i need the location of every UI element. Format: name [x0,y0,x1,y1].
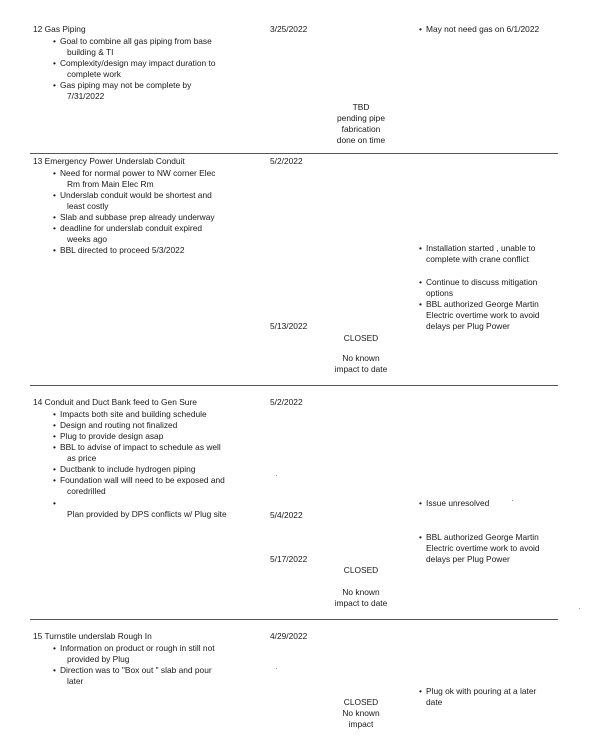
status-line: No known [342,353,380,363]
status-line: CLOSED [343,565,379,575]
item-title: 15 Turnstile underslab Rough In [33,631,152,641]
bullet-cont: as price [67,453,97,463]
date: 5/17/2022 [270,554,308,564]
bullet: • Complexity/design may impact duration to [60,58,215,69]
status-line: impact [348,719,374,729]
bullet-cont: coredrilled [67,486,106,496]
scan-speck [276,668,277,669]
status-line: No known [342,708,380,718]
bullet-cont: least costly [67,201,109,211]
bullet-cont: building & TI [67,47,114,57]
note-cont: delays per Plug Power [426,321,510,331]
note-cont: complete with crane conflict [426,254,529,264]
bullet: • Information on product or rough in still not [60,643,215,654]
bullet-cont: Rm from Main Elec Rm [67,179,154,189]
item-title: 14 Conduit and Duct Bank feed to Gen Sure [33,397,197,407]
bullet: • Impacts both site and building schedule [60,409,207,420]
note: • Continue to discuss mitigation [426,277,537,288]
status-line: CLOSED [343,697,379,707]
bullet: • BBL to advise of impact to schedule as well [60,442,221,453]
note: • May not need gas on 6/1/2022 [426,24,539,35]
status-line: impact to date [334,598,388,608]
bullet: • Ductbank to include hydrogen piping [60,464,196,475]
status-line: fabrication [341,124,381,134]
bullet: • Plug to provide design asap [60,431,163,442]
bullet: • deadline for underslab conduit expired [60,223,202,234]
bullet: • Slab and subbase prep already underway [60,212,215,223]
bullet-cont: 7/31/2022 [67,91,105,101]
bullet: • Design and routing not finalized [60,420,177,431]
note-cont: options [426,288,454,298]
bullet: • Direction was to "Box out " slab and pour [60,665,212,676]
status-line: No known [342,587,380,597]
bullet: • Need for normal power to NW corner Elec [60,168,215,179]
note: • Issue unresolved [426,498,489,509]
note-cont: delays per Plug Power [426,554,510,564]
status-line: impact to date [334,364,388,374]
date: 3/25/2022 [270,24,308,34]
item-title: 12 Gas Piping [33,24,86,34]
section-divider [30,619,558,620]
bullet: • BBL directed to proceed 5/3/2022 [60,245,184,256]
bullet-cont: complete work [67,69,121,79]
scan-speck [276,475,277,476]
note: • BBL authorized George Martin [426,299,539,310]
date: 5/2/2022 [270,156,303,166]
bullet: • Underslab conduit would be shortest and [60,190,212,201]
bullet: • Goal to combine all gas piping from base [60,36,212,47]
bullet: • Foundation wall will need to be exposed and [60,475,225,486]
status-line: TBD [352,102,370,112]
section-divider [30,153,558,154]
bullet-cont: Plan provided by DPS conflicts w/ Plug site [67,509,227,519]
date: 4/29/2022 [270,631,308,641]
note: • Installation started , unable to [426,243,535,254]
bullet-cont: provided by Plug [67,654,130,664]
item-title: 13 Emergency Power Underslab Conduit [33,156,185,166]
status-line: pending pipe [337,113,385,123]
bullet-cont: weeks ago [67,234,108,244]
note: • Plug ok with pouring at a later [426,686,536,697]
scan-speck [512,500,513,501]
section-divider [30,385,558,386]
date: 5/2/2022 [270,397,303,407]
note: • BBL authorized George Martin [426,532,539,543]
bullet-cont: later [67,676,84,686]
status-line: CLOSED [343,333,379,343]
date: 5/4/2022 [270,510,303,520]
date: 5/13/2022 [270,321,308,331]
note-cont: date [426,697,443,707]
note-cont: Electric overtime work to avoid [426,543,540,553]
scan-speck [579,608,580,609]
status-line: done on time [336,135,386,145]
note-cont: Electric overtime work to avoid [426,310,540,320]
bullet: • Gas piping may not be complete by [60,80,191,91]
